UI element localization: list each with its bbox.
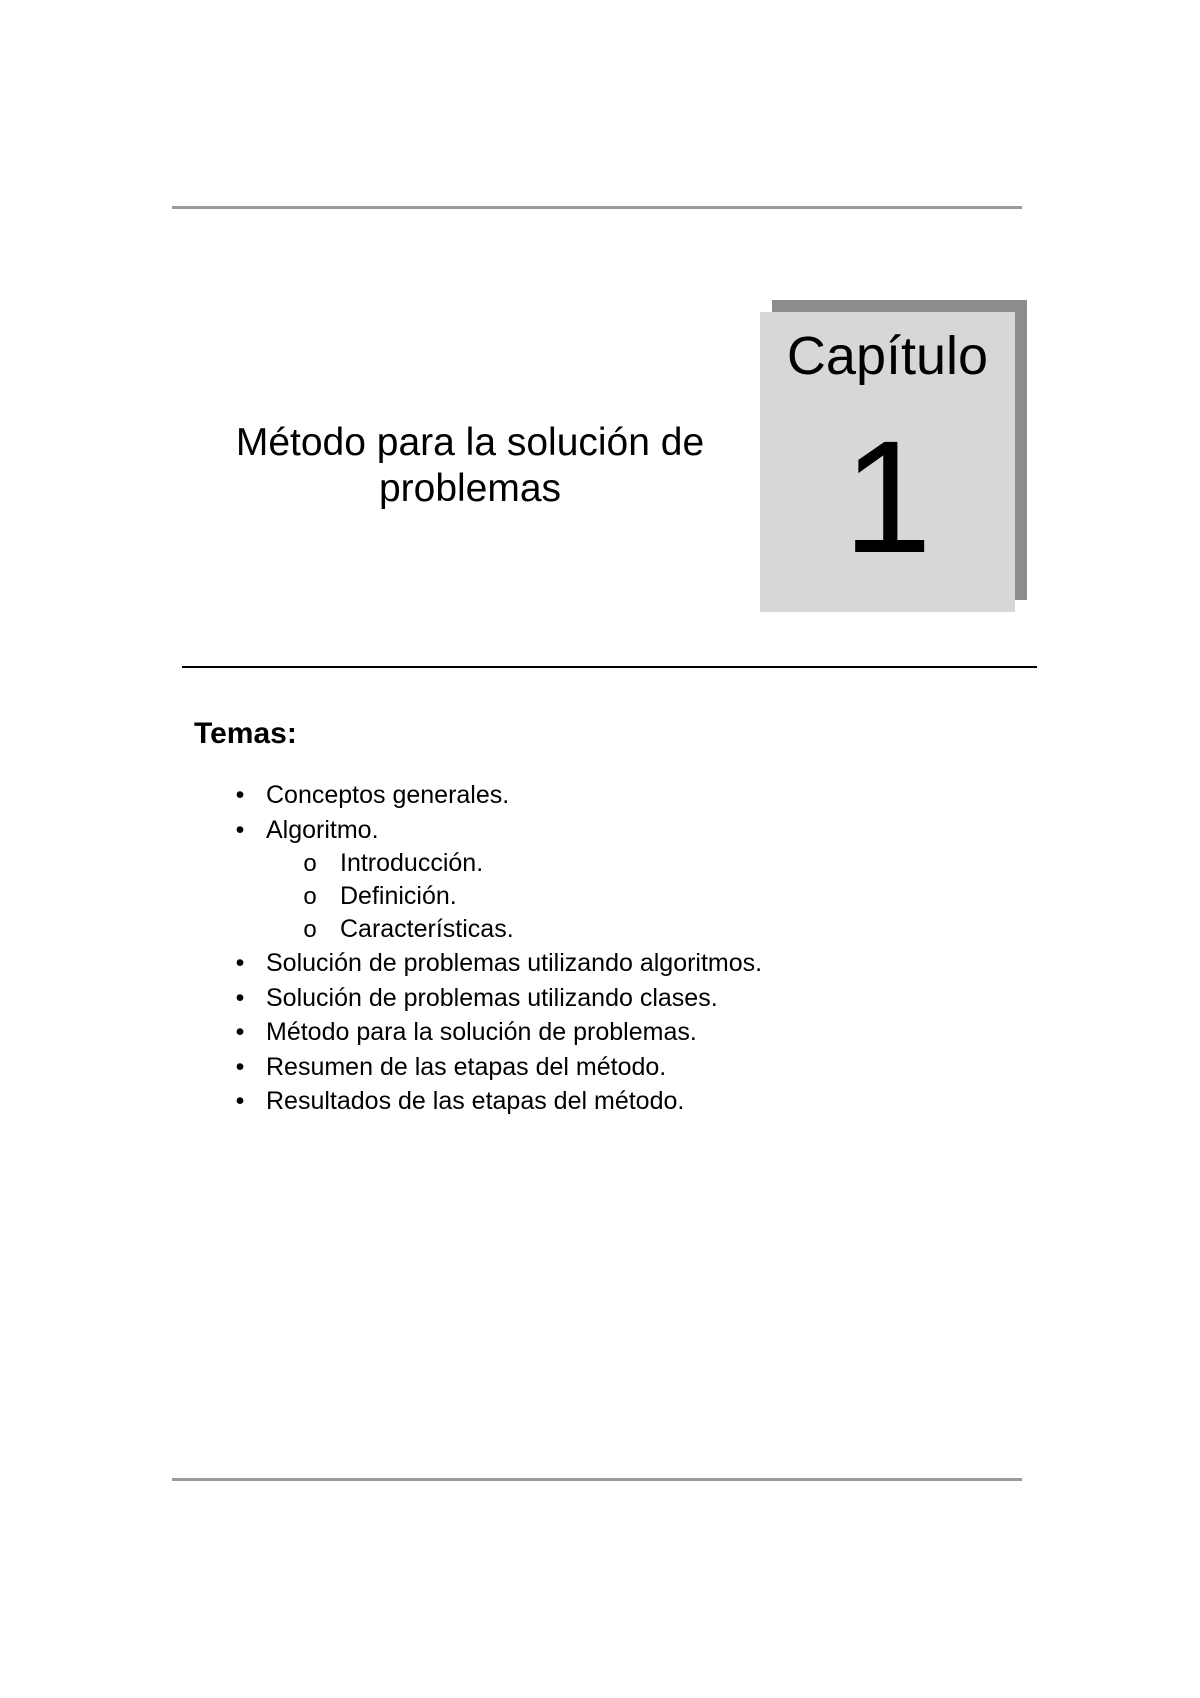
chapter-title-line-1: Método para la solución de	[235, 421, 705, 464]
list-item-text: Conceptos generales.	[266, 781, 510, 809]
topics-list	[228, 778, 762, 1119]
list-item	[228, 778, 762, 813]
chapter-number: 1	[843, 407, 932, 586]
chapter-title	[180, 420, 760, 512]
topics-heading: Temas:	[194, 717, 297, 750]
circle-bullet-icon: o	[303, 850, 317, 877]
bullet-icon: •	[235, 781, 245, 809]
bullet-icon: •	[235, 1018, 245, 1046]
list-item-text: Algoritmo.	[266, 815, 379, 844]
sub-list-item-text: Definición.	[340, 882, 457, 910]
list-item-text: Solución de problemas utilizando algoritmos.	[266, 949, 763, 977]
list-item	[228, 813, 762, 848]
list-item-text: Resultados de las etapas del método.	[266, 1087, 685, 1115]
list-item	[228, 946, 762, 981]
sub-list-item-text: Características.	[340, 915, 514, 943]
circle-bullet-icon: o	[303, 916, 317, 943]
sub-list-item	[228, 913, 762, 946]
list-item-text: Solución de problemas utilizando clases.	[266, 983, 718, 1012]
section-divider	[182, 666, 1037, 668]
bullet-icon: •	[235, 1087, 245, 1115]
chapter-title-line-2: problemas	[378, 467, 562, 510]
chapter-box	[760, 312, 1015, 612]
circle-bullet-icon: o	[303, 883, 317, 910]
bullet-icon: •	[235, 949, 245, 977]
sub-list-item-text: Introducción.	[340, 849, 484, 877]
bullet-icon: •	[235, 1052, 245, 1081]
bullet-icon: •	[235, 983, 245, 1012]
bottom-divider	[172, 1478, 1022, 1481]
sub-list-item	[228, 880, 762, 913]
top-divider	[172, 206, 1022, 209]
sub-list-item	[228, 847, 762, 880]
list-item	[228, 1084, 762, 1119]
sub-topics-list	[228, 847, 762, 946]
list-item	[228, 981, 762, 1016]
list-item	[228, 1050, 762, 1085]
chapter-label: Capítulo	[786, 326, 989, 386]
list-item-text: Resumen de las etapas del método.	[266, 1052, 667, 1081]
list-item	[228, 1015, 762, 1050]
list-item-text: Método para la solución de problemas.	[266, 1018, 697, 1046]
bullet-icon: •	[235, 815, 245, 844]
